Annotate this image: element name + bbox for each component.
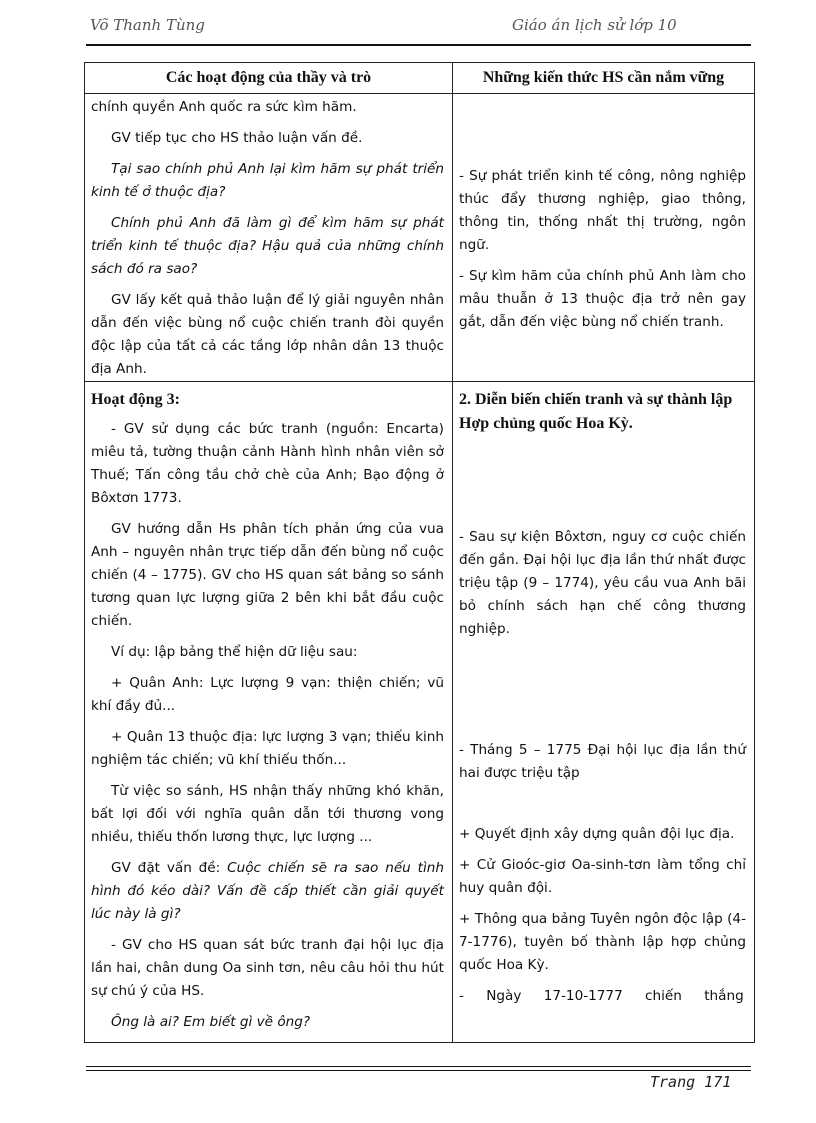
row1-right-cell bbox=[453, 94, 755, 382]
row2-left-para: + Quân Anh: Lực lượng 9 vạn: thiện chiến; vũ khí đầy đủ... bbox=[91, 675, 444, 714]
row1-right-para: - Sự phát triển kinh tế công, nông nghiệp thúc đẩy thương nghiệp, giao thông, thông tin, thống nhất thị trường, ngôn ngữ. bbox=[459, 168, 746, 253]
row2-right-para: + Quyết định xây dựng quân đội lục địa. bbox=[459, 826, 735, 842]
header-author: Võ Thanh Tùng bbox=[90, 16, 205, 34]
row2-left-para bbox=[91, 857, 444, 926]
row2-left-question: Cuộc chiến sẽ ra sao nếu tình hình đó kéo dài? Vấn đề cấp thiết cần giải quyết lúc này là gì? bbox=[91, 860, 444, 922]
row2-left-prompt: GV đặt vấn đề: bbox=[111, 860, 221, 876]
row2-right-para: - Tháng 5 – 1775 Đại hội lục địa lần thứ hai được triệu tập bbox=[459, 742, 746, 781]
row1-left-cell bbox=[85, 94, 453, 382]
row1-left-question: Tại sao chính phủ Anh lại kìm hãm sự phát triển kinh tế ở thuộc địa? bbox=[91, 161, 444, 200]
row2-right-para: + Thông qua bảng Tuyên ngôn độc lập (4-7-1776), tuyên bố thành lập hợp chủng quốc Hoa Kỳ. bbox=[459, 911, 746, 973]
footer-divider bbox=[86, 1066, 751, 1067]
activity-heading: Hoạt động 3: bbox=[91, 391, 180, 408]
table-row bbox=[85, 94, 755, 382]
row2-left-para: Từ việc so sánh, HS nhận thấy những khó khăn, bất lợi đối với nghĩa quân dẫn tới thương vong nhiều, thiếu thốn lương thực, lực lượng ... bbox=[91, 783, 444, 845]
row1-left-question: Chính phủ Anh đã làm gì để kìm hãm sự phát triển kinh tế thuộc địa? Hậu quả của những chính sách đó ra sao? bbox=[91, 215, 444, 277]
row2-left-para: - GV sử dụng các bức tranh (nguồn: Encarta) miêu tả, tường thuận cảnh Hành hình nhân viên sở Thuế; Tấn công tầu chở chè của Anh; Bạo động ở Bôxtơn 1773. bbox=[91, 421, 444, 506]
page-number: Trang 171 bbox=[650, 1073, 732, 1091]
header-subject: Giáo án lịch sử lớp 10 bbox=[512, 16, 677, 34]
column-header-activities: Các hoạt động của thầy và trò bbox=[85, 63, 453, 94]
row2-right-para: - Sau sự kiện Bôxtơn, nguy cơ cuộc chiến đến gần. Đại hội lục địa lần thứ nhất được triệu tập (9 – 1774), yêu cầu vua Anh bãi bỏ chính sách hạn chế công thương nghiệp. bbox=[459, 529, 746, 637]
header-divider bbox=[86, 44, 751, 46]
row2-right-para: + Cử Gioóc-giơ Oa-sinh-tơn làm tổng chỉ huy quân đội. bbox=[459, 857, 746, 896]
column-header-knowledge: Những kiến thức HS cần nắm vững bbox=[453, 63, 755, 94]
row1-left-para: GV tiếp tục cho HS thảo luận vấn đề. bbox=[111, 130, 363, 146]
table-row bbox=[85, 382, 755, 1043]
section-heading: 2. Diễn biến chiến tranh và sự thành lập Hợp chủng quốc Hoa Kỳ. bbox=[459, 391, 733, 432]
footer-divider-secondary bbox=[86, 1070, 751, 1071]
row2-left-para: Ví dụ: lập bảng thể hiện dữ liệu sau: bbox=[111, 644, 358, 660]
row1-left-para: GV lấy kết quả thảo luận để lý giải nguyên nhân dẫn đến việc bùng nổ cuộc chiến tranh đòi quyền độc lập của tất cả các tầng lớp nhân dân 13 thuộc địa Anh. bbox=[91, 292, 444, 377]
row2-left-para: - GV cho HS quan sát bức tranh đại hội lục địa lần hai, chân dung Oa sinh tơn, nêu câu hỏi thu hút sự chú ý của HS. bbox=[91, 937, 444, 999]
row1-left-para: chính quyền Anh quốc ra sức kìm hãm. bbox=[91, 99, 357, 115]
row2-left-para: GV hướng dẫn Hs phân tích phản ứng của vua Anh – nguyên nhân trực tiếp dẫn đến bùng nổ cuộc chiến (4 – 1775). GV cho HS quan sát bảng so sánh tương quan lực lượng giữa 2 bên khi bắt đầu cuộc chiến. bbox=[91, 521, 444, 629]
row2-left-question: Ông là ai? Em biết gì về ông? bbox=[111, 1014, 311, 1030]
row2-right-cell bbox=[453, 382, 755, 1043]
row2-right-para: - Ngày 17-10-1777 chiến thắng bbox=[459, 988, 744, 1004]
row2-left-cell bbox=[85, 382, 453, 1043]
row2-left-para: + Quân 13 thuộc địa: lực lượng 3 vạn; thiếu kinh nghiệm tác chiến; vũ khí thiếu thốn... bbox=[91, 729, 444, 768]
lesson-table bbox=[84, 62, 755, 1043]
row1-right-para: - Sự kìm hãm của chính phủ Anh làm cho mâu thuẫn ở 13 thuộc địa trở nên gay gắt, dẫn đến việc bùng nổ chiến tranh. bbox=[459, 268, 746, 330]
table-header-row bbox=[85, 63, 755, 94]
